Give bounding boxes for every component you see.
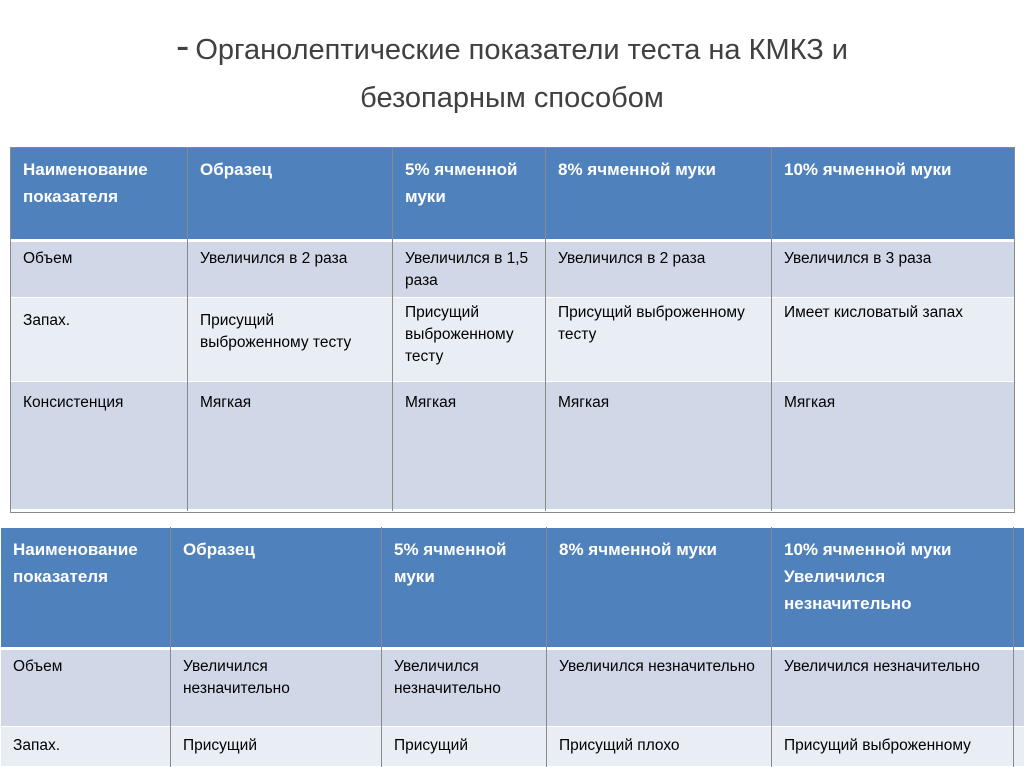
table-cell: Увеличился незначительно [772,649,1024,727]
table-cell: Присущий [171,727,382,767]
table-cell: Увеличился в 1,5 раза [393,241,546,298]
table-cell: Увеличился незначительно [171,649,382,727]
table-cell: Мягкая [393,382,546,510]
table-cell: Присущий выброженному [772,727,1024,767]
header-cell: 5% ячменной муки [393,148,546,241]
table-cell: Присущий плохо [547,727,772,767]
table-volume-smell-consistency [10,147,1016,510]
table-row [11,382,1016,510]
table-row [11,241,1016,298]
table-row [1,727,1024,767]
header-cell: 10% ячменной муки Увеличился незначительно [772,528,1024,649]
title-line-1 [0,22,1024,74]
table-row [11,298,1016,382]
header-cell: Наименование показателя [11,148,188,241]
table-cell: Запах. [1,727,171,767]
table-cell: Увеличился в 3 раза [772,241,1016,298]
table-cell: Увеличился незначительно [382,649,547,727]
table-cell: Увеличился в 2 раза [546,241,772,298]
table-header-row [1,528,1024,649]
table-cell: Мягкая [772,382,1016,510]
header-cell: Наименование показателя [1,528,171,649]
header-cell: Образец [188,148,393,241]
header-cell: 10% ячменной муки [772,148,1016,241]
table-cell: Запах. [11,298,188,382]
table-cell: Присущий выброженному тесту [393,298,546,382]
table-cell: Увеличился незначительно [547,649,772,727]
table-cell: Объем [11,241,188,298]
header-cell: 8% ячменной муки [547,528,772,649]
header-cell: 5% ячменной муки [382,528,547,649]
header-cell: Образец [171,528,382,649]
table-cell: Присущий [382,727,547,767]
slide-title [0,22,1024,122]
table-cell: Мягкая [546,382,772,510]
title-line-1-text: Органолептические показатели теста на КМКЗ и [195,34,848,66]
header-cell: 8% ячменной муки [546,148,772,241]
table-cell: Консистенция [11,382,188,510]
table-volume-smell-second [0,527,1024,767]
table-cell: Присущий выброженному тесту [546,298,772,382]
title-dash: - [176,24,190,68]
table-header-row [11,148,1016,241]
table-cell: Присущий выброженному тесту [188,298,393,382]
table-cell: Объем [1,649,171,727]
title-line-2: безопарным способом [360,82,664,114]
table-cell: Увеличился в 2 раза [188,241,393,298]
table-row [1,649,1024,727]
table-cell: Мягкая [188,382,393,510]
table-cell: Имеет кисловатый запах [772,298,1016,382]
